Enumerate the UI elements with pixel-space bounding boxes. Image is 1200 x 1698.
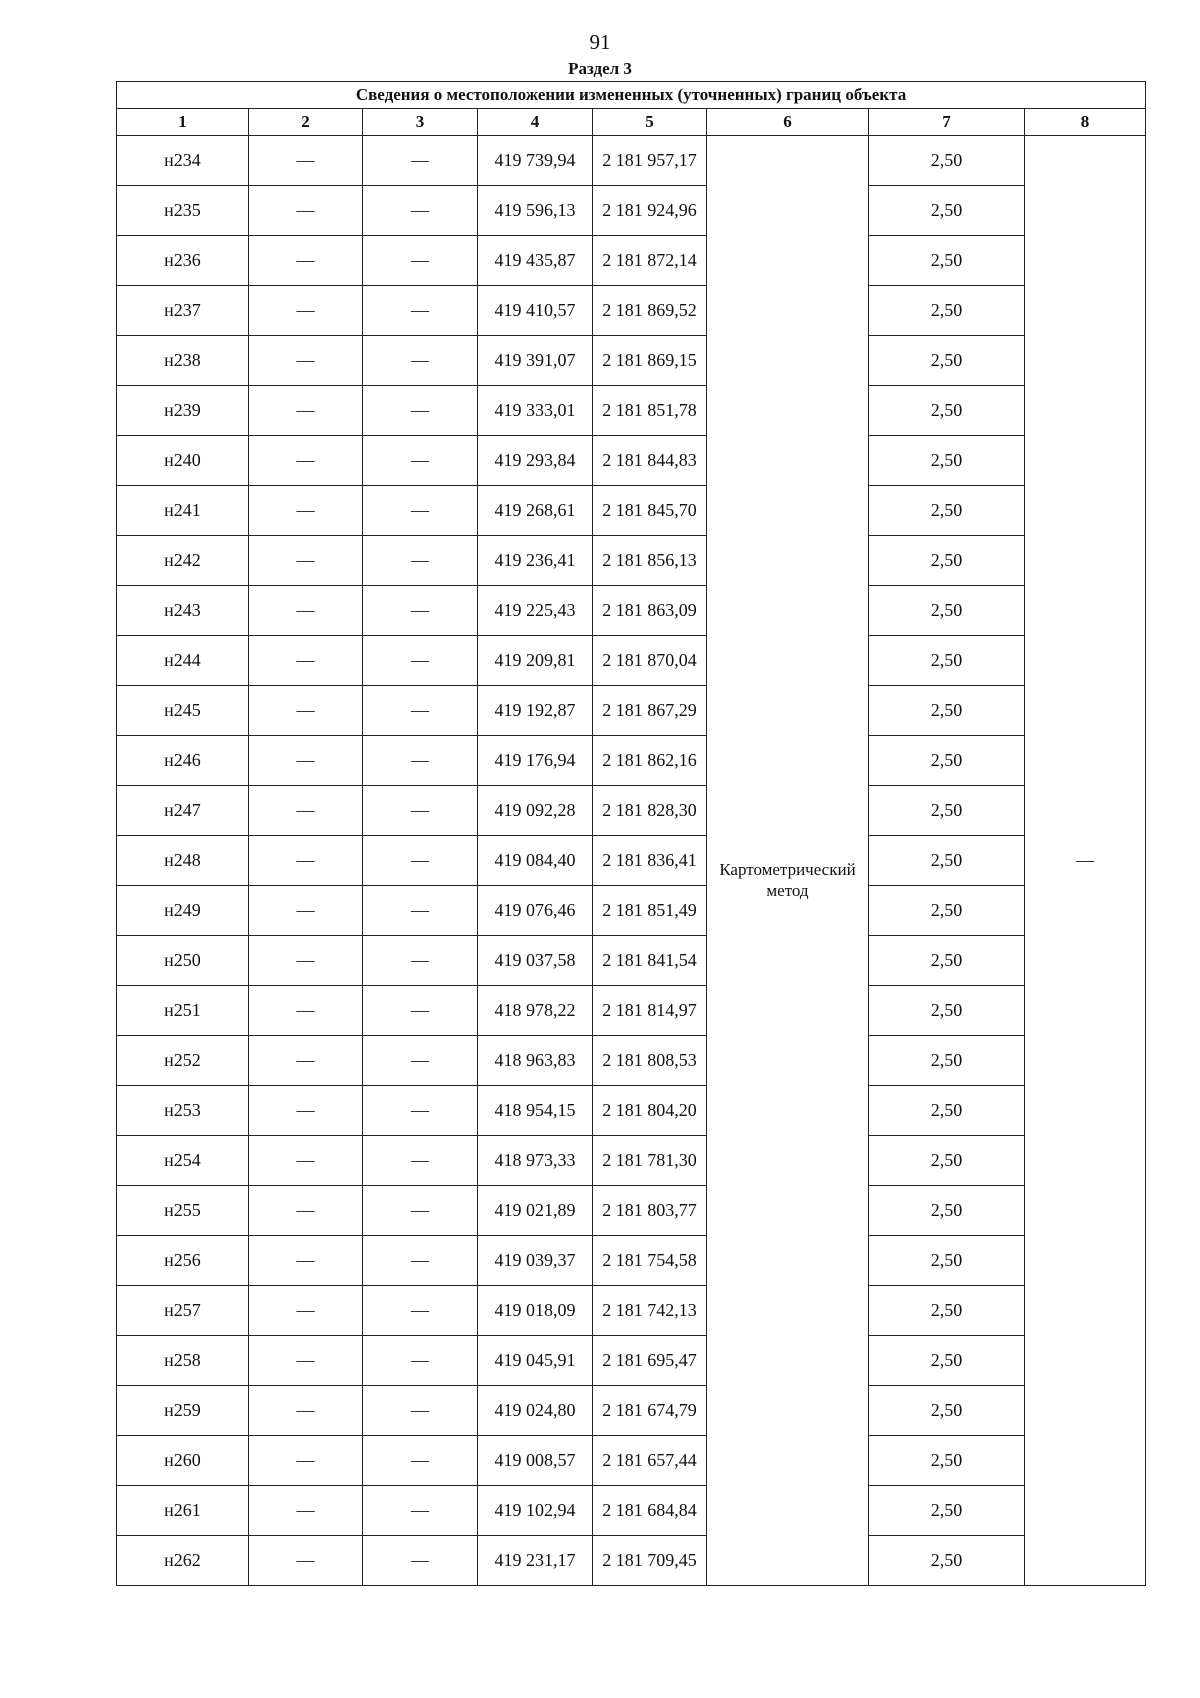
accuracy-cell: 2,50 [869, 186, 1025, 236]
column-2-cell: — [249, 486, 363, 536]
table-row [117, 836, 1146, 886]
column-3-cell: — [363, 486, 478, 536]
x-coordinate-cell: 419 268,61 [478, 486, 593, 536]
x-coordinate-cell: 418 963,83 [478, 1036, 593, 1086]
point-number-cell: н240 [117, 436, 249, 486]
table-row [117, 1236, 1146, 1286]
y-coordinate-cell: 2 181 781,30 [593, 1136, 707, 1186]
accuracy-cell: 2,50 [869, 386, 1025, 436]
accuracy-cell: 2,50 [869, 886, 1025, 936]
y-coordinate-cell: 2 181 924,96 [593, 186, 707, 236]
column-2-cell: — [249, 1336, 363, 1386]
table-title: Сведения о местоположении измененных (уточненных) границ объекта [117, 82, 1146, 109]
column-3-cell: — [363, 186, 478, 236]
table-body [117, 136, 1146, 1586]
point-number-cell: н261 [117, 1486, 249, 1536]
x-coordinate-cell: 419 236,41 [478, 536, 593, 586]
column-2-cell: — [249, 836, 363, 886]
y-coordinate-cell: 2 181 851,78 [593, 386, 707, 436]
column-3-cell: — [363, 686, 478, 736]
x-coordinate-cell: 419 092,28 [478, 786, 593, 836]
column-2-cell: — [249, 686, 363, 736]
column-2-cell: — [249, 936, 363, 986]
accuracy-cell: 2,50 [869, 936, 1025, 986]
y-coordinate-cell: 2 181 709,45 [593, 1536, 707, 1586]
accuracy-cell: 2,50 [869, 686, 1025, 736]
x-coordinate-cell: 419 018,09 [478, 1286, 593, 1336]
point-number-cell: н241 [117, 486, 249, 536]
accuracy-cell: 2,50 [869, 1236, 1025, 1286]
column-8-cell: — [1025, 136, 1146, 1586]
accuracy-cell: 2,50 [869, 336, 1025, 386]
point-number-cell: н242 [117, 536, 249, 586]
column-2-cell: — [249, 736, 363, 786]
point-number-cell: н237 [117, 286, 249, 336]
column-2-cell: — [249, 886, 363, 936]
column-2-cell: — [249, 636, 363, 686]
column-2-cell: — [249, 436, 363, 486]
table-row [117, 136, 1146, 186]
y-coordinate-cell: 2 181 808,53 [593, 1036, 707, 1086]
column-3-cell: — [363, 1386, 478, 1436]
column-3-cell: — [363, 336, 478, 386]
point-number-cell: н239 [117, 386, 249, 436]
x-coordinate-cell: 419 008,57 [478, 1436, 593, 1486]
column-3-cell: — [363, 286, 478, 336]
point-number-cell: н256 [117, 1236, 249, 1286]
x-coordinate-cell: 419 739,94 [478, 136, 593, 186]
x-coordinate-cell: 419 225,43 [478, 586, 593, 636]
column-2-cell: — [249, 1286, 363, 1336]
point-number-cell: н252 [117, 1036, 249, 1086]
table-row [117, 1536, 1146, 1586]
table-row [117, 586, 1146, 636]
y-coordinate-cell: 2 181 869,52 [593, 286, 707, 336]
point-number-cell: н254 [117, 1136, 249, 1186]
column-2-cell: — [249, 136, 363, 186]
column-3-cell: — [363, 786, 478, 836]
x-coordinate-cell: 419 102,94 [478, 1486, 593, 1536]
table-row [117, 1436, 1146, 1486]
column-number: 4 [478, 109, 593, 136]
x-coordinate-cell: 419 391,07 [478, 336, 593, 386]
accuracy-cell: 2,50 [869, 636, 1025, 686]
column-2-cell: — [249, 986, 363, 1036]
column-3-cell: — [363, 986, 478, 1036]
table-row [117, 1086, 1146, 1136]
table-row [117, 986, 1146, 1036]
x-coordinate-cell: 418 954,15 [478, 1086, 593, 1136]
column-3-cell: — [363, 1086, 478, 1136]
column-3-cell: — [363, 836, 478, 886]
column-3-cell: — [363, 1136, 478, 1186]
x-coordinate-cell: 419 084,40 [478, 836, 593, 886]
point-number-cell: н245 [117, 686, 249, 736]
y-coordinate-cell: 2 181 803,77 [593, 1186, 707, 1236]
y-coordinate-cell: 2 181 856,13 [593, 536, 707, 586]
column-3-cell: — [363, 1436, 478, 1486]
accuracy-cell: 2,50 [869, 1286, 1025, 1336]
y-coordinate-cell: 2 181 742,13 [593, 1286, 707, 1336]
accuracy-cell: 2,50 [869, 136, 1025, 186]
table-row [117, 1486, 1146, 1536]
x-coordinate-cell: 419 039,37 [478, 1236, 593, 1286]
table-row [117, 1136, 1146, 1186]
x-coordinate-cell: 419 024,80 [478, 1386, 593, 1436]
point-number-cell: н262 [117, 1536, 249, 1586]
column-2-cell: — [249, 786, 363, 836]
column-2-cell: — [249, 236, 363, 286]
y-coordinate-cell: 2 181 684,84 [593, 1486, 707, 1536]
column-3-cell: — [363, 1286, 478, 1336]
x-coordinate-cell: 419 021,89 [478, 1186, 593, 1236]
y-coordinate-cell: 2 181 814,97 [593, 986, 707, 1036]
column-2-cell: — [249, 1136, 363, 1186]
column-2-cell: — [249, 336, 363, 386]
column-2-cell: — [249, 1236, 363, 1286]
point-number-cell: н235 [117, 186, 249, 236]
accuracy-cell: 2,50 [869, 1336, 1025, 1386]
accuracy-cell: 2,50 [869, 1186, 1025, 1236]
column-3-cell: — [363, 136, 478, 186]
y-coordinate-cell: 2 181 872,14 [593, 236, 707, 286]
column-3-cell: — [363, 1336, 478, 1386]
y-coordinate-cell: 2 181 828,30 [593, 786, 707, 836]
accuracy-cell: 2,50 [869, 736, 1025, 786]
table-row [117, 1386, 1146, 1436]
point-number-cell: н258 [117, 1336, 249, 1386]
column-2-cell: — [249, 1536, 363, 1586]
x-coordinate-cell: 418 978,22 [478, 986, 593, 1036]
accuracy-cell: 2,50 [869, 836, 1025, 886]
x-coordinate-cell: 419 333,01 [478, 386, 593, 436]
x-coordinate-cell: 419 435,87 [478, 236, 593, 286]
y-coordinate-cell: 2 181 957,17 [593, 136, 707, 186]
table-row [117, 736, 1146, 786]
table-row [117, 1286, 1146, 1336]
column-2-cell: — [249, 586, 363, 636]
column-3-cell: — [363, 1236, 478, 1286]
accuracy-cell: 2,50 [869, 1036, 1025, 1086]
column-number-row [117, 109, 1146, 136]
accuracy-cell: 2,50 [869, 786, 1025, 836]
table-row [117, 886, 1146, 936]
column-3-cell: — [363, 236, 478, 286]
column-number: 7 [869, 109, 1025, 136]
column-2-cell: — [249, 286, 363, 336]
boundary-coordinates-table [116, 81, 1146, 1586]
point-number-cell: н247 [117, 786, 249, 836]
column-2-cell: — [249, 186, 363, 236]
table-row [117, 1186, 1146, 1236]
column-3-cell: — [363, 536, 478, 586]
table-row [117, 186, 1146, 236]
accuracy-cell: 2,50 [869, 236, 1025, 286]
point-number-cell: н257 [117, 1286, 249, 1336]
y-coordinate-cell: 2 181 867,29 [593, 686, 707, 736]
point-number-cell: н255 [117, 1186, 249, 1236]
point-number-cell: н259 [117, 1386, 249, 1436]
y-coordinate-cell: 2 181 863,09 [593, 586, 707, 636]
y-coordinate-cell: 2 181 674,79 [593, 1386, 707, 1436]
accuracy-cell: 2,50 [869, 486, 1025, 536]
point-number-cell: н246 [117, 736, 249, 786]
column-3-cell: — [363, 386, 478, 436]
page-number: 91 [589, 30, 611, 54]
column-2-cell: — [249, 1036, 363, 1086]
column-2-cell: — [249, 1086, 363, 1136]
y-coordinate-cell: 2 181 754,58 [593, 1236, 707, 1286]
accuracy-cell: 2,50 [869, 1436, 1025, 1486]
table-row [117, 1336, 1146, 1386]
table-row [117, 686, 1146, 736]
column-3-cell: — [363, 636, 478, 686]
column-number: 5 [593, 109, 707, 136]
x-coordinate-cell: 419 045,91 [478, 1336, 593, 1386]
accuracy-cell: 2,50 [869, 1086, 1025, 1136]
y-coordinate-cell: 2 181 695,47 [593, 1336, 707, 1386]
table-row [117, 536, 1146, 586]
table-row [117, 636, 1146, 686]
column-2-cell: — [249, 1386, 363, 1436]
accuracy-cell: 2,50 [869, 1486, 1025, 1536]
y-coordinate-cell: 2 181 841,54 [593, 936, 707, 986]
x-coordinate-cell: 419 076,46 [478, 886, 593, 936]
x-coordinate-cell: 419 209,81 [478, 636, 593, 686]
accuracy-cell: 2,50 [869, 536, 1025, 586]
point-number-cell: н244 [117, 636, 249, 686]
table-row [117, 486, 1146, 536]
column-3-cell: — [363, 1186, 478, 1236]
y-coordinate-cell: 2 181 836,41 [593, 836, 707, 886]
accuracy-cell: 2,50 [869, 436, 1025, 486]
accuracy-cell: 2,50 [869, 286, 1025, 336]
point-number-cell: н238 [117, 336, 249, 386]
point-number-cell: н249 [117, 886, 249, 936]
column-2-cell: — [249, 536, 363, 586]
accuracy-cell: 2,50 [869, 1536, 1025, 1586]
table-row [117, 436, 1146, 486]
point-number-cell: н248 [117, 836, 249, 886]
y-coordinate-cell: 2 181 870,04 [593, 636, 707, 686]
x-coordinate-cell: 419 293,84 [478, 436, 593, 486]
column-number: 3 [363, 109, 478, 136]
x-coordinate-cell: 419 231,17 [478, 1536, 593, 1586]
column-number: 6 [707, 109, 869, 136]
method-cell: Картометрический метод [707, 136, 869, 1586]
x-coordinate-cell: 419 176,94 [478, 736, 593, 786]
y-coordinate-cell: 2 181 862,16 [593, 736, 707, 786]
x-coordinate-cell: 419 192,87 [478, 686, 593, 736]
column-number: 2 [249, 109, 363, 136]
table-row [117, 236, 1146, 286]
column-3-cell: — [363, 1486, 478, 1536]
column-number: 1 [117, 109, 249, 136]
y-coordinate-cell: 2 181 845,70 [593, 486, 707, 536]
point-number-cell: н251 [117, 986, 249, 1036]
point-number-cell: н250 [117, 936, 249, 986]
column-2-cell: — [249, 1436, 363, 1486]
table-row [117, 1036, 1146, 1086]
y-coordinate-cell: 2 181 657,44 [593, 1436, 707, 1486]
table-row [117, 936, 1146, 986]
column-3-cell: — [363, 936, 478, 986]
column-3-cell: — [363, 586, 478, 636]
point-number-cell: н260 [117, 1436, 249, 1486]
accuracy-cell: 2,50 [869, 586, 1025, 636]
column-3-cell: — [363, 1536, 478, 1586]
x-coordinate-cell: 419 037,58 [478, 936, 593, 986]
column-2-cell: — [249, 1486, 363, 1536]
point-number-cell: н243 [117, 586, 249, 636]
column-3-cell: — [363, 1036, 478, 1086]
point-number-cell: н234 [117, 136, 249, 186]
column-3-cell: — [363, 436, 478, 486]
table-row [117, 786, 1146, 836]
accuracy-cell: 2,50 [869, 1136, 1025, 1186]
column-3-cell: — [363, 886, 478, 936]
point-number-cell: н253 [117, 1086, 249, 1136]
x-coordinate-cell: 419 596,13 [478, 186, 593, 236]
section-label: Раздел 3 [568, 59, 632, 78]
y-coordinate-cell: 2 181 804,20 [593, 1086, 707, 1136]
table-row [117, 286, 1146, 336]
y-coordinate-cell: 2 181 851,49 [593, 886, 707, 936]
x-coordinate-cell: 418 973,33 [478, 1136, 593, 1186]
point-number-cell: н236 [117, 236, 249, 286]
accuracy-cell: 2,50 [869, 986, 1025, 1036]
table-row [117, 336, 1146, 386]
y-coordinate-cell: 2 181 869,15 [593, 336, 707, 386]
table-row [117, 386, 1146, 436]
accuracy-cell: 2,50 [869, 1386, 1025, 1436]
column-3-cell: — [363, 736, 478, 786]
y-coordinate-cell: 2 181 844,83 [593, 436, 707, 486]
column-2-cell: — [249, 386, 363, 436]
column-number: 8 [1025, 109, 1146, 136]
x-coordinate-cell: 419 410,57 [478, 286, 593, 336]
column-2-cell: — [249, 1186, 363, 1236]
